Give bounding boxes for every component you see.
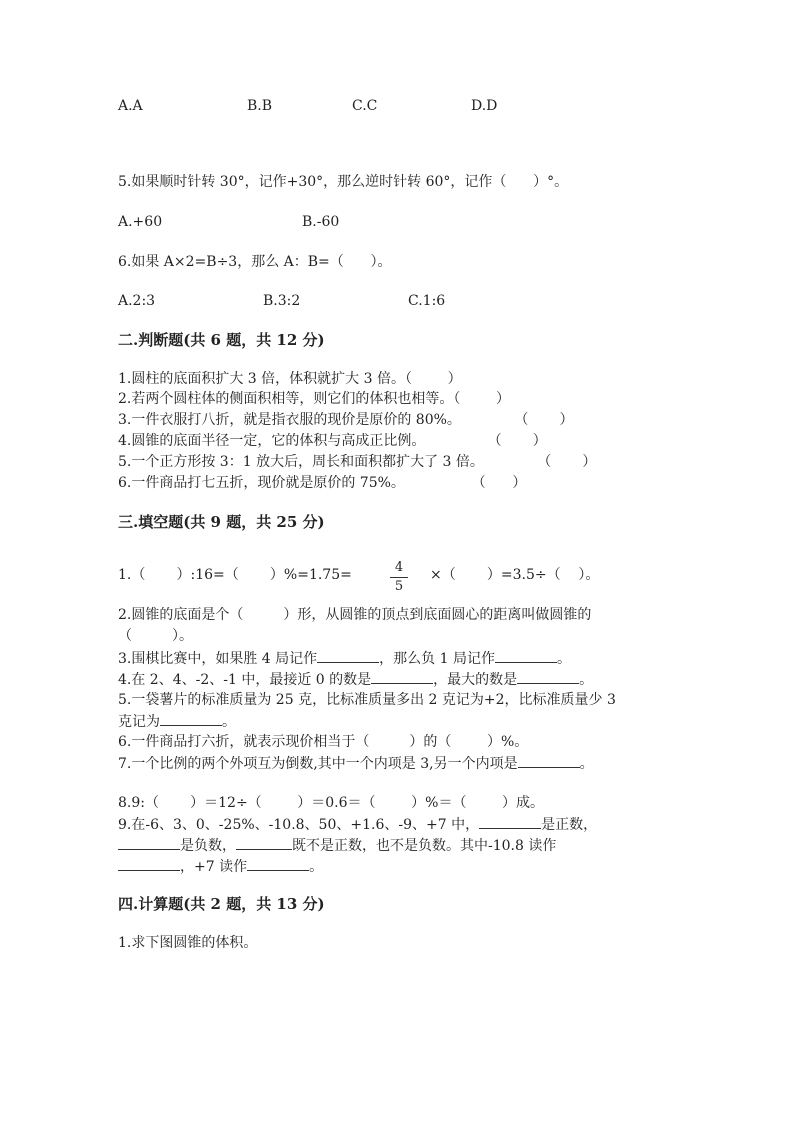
section2-heading: 二.判断题(共 6 题，共 12 分) bbox=[118, 331, 325, 349]
fill-q9-text-c: 是负数， bbox=[180, 838, 236, 854]
judge-item-4: 4.圆锥的底面半径一定，它的体积与高成正比例。 （ ） bbox=[118, 433, 547, 449]
fill-q5-line2 bbox=[118, 711, 236, 732]
fill-q2-line2: （ ）。 bbox=[118, 628, 194, 644]
fill-q4-text-a: 4.在 2、4、-2、-1 中，最接近 0 的数是 bbox=[118, 672, 372, 688]
fill-q7-text-b: 。 bbox=[579, 756, 594, 772]
fraction-bar bbox=[390, 577, 408, 578]
fill-q9-text-b: 是正数， bbox=[541, 817, 598, 833]
fill-q8: 8.9:（ ）＝12÷（ ）＝0.6＝（ ）%＝（ ）成。 bbox=[118, 795, 545, 811]
fill-q5-line1: 5.一袋薯片的标准质量为 25 克，比标准质量多出 2 克记为+2，比标准质量少 3 bbox=[118, 692, 616, 708]
answer-blank[interactable] bbox=[118, 856, 180, 871]
q4-option-d: D.D bbox=[471, 98, 498, 114]
judge-item-1: 1.圆柱的底面积扩大 3 倍，体积就扩大 3 倍。（ ） bbox=[118, 371, 462, 387]
q5-option-b: B.-60 bbox=[302, 214, 340, 230]
fraction-denominator: 5 bbox=[394, 579, 404, 594]
q5-option-a: A.+60 bbox=[118, 214, 163, 230]
answer-blank[interactable] bbox=[247, 856, 309, 871]
answer-blank[interactable] bbox=[495, 648, 557, 663]
calc-q1: 1.求下图圆锥的体积。 bbox=[118, 935, 258, 951]
answer-blank[interactable] bbox=[479, 814, 541, 829]
judge-item-3: 3.一件衣服打八折，就是指衣服的现价是原价的 80%。 （ ） bbox=[118, 412, 574, 428]
fill-q3 bbox=[118, 648, 571, 669]
answer-blank[interactable] bbox=[371, 669, 433, 684]
fill-q4 bbox=[118, 669, 593, 690]
answer-blank[interactable] bbox=[236, 835, 292, 850]
judge-item-6: 6.一件商品打七五折，现价就是原价的 75%。 （ ） bbox=[118, 475, 527, 491]
fill-q4-text-c: 。 bbox=[579, 672, 594, 688]
q4-option-c: C.C bbox=[352, 98, 378, 114]
fill-q6: 6.一件商品打六折，就表示现价相当于（ ）的（ ）%。 bbox=[118, 734, 529, 750]
fill-q9-text-f: 。 bbox=[309, 859, 324, 875]
fill-q9-text-d: 既不是正数，也不是负数。其中-10.8 读作 bbox=[292, 838, 557, 854]
judge-item-2: 2.若两个圆柱体的侧面积相等，则它们的体积也相等。（ ） bbox=[118, 391, 510, 407]
answer-blank[interactable] bbox=[118, 835, 180, 850]
fraction-numerator: 4 bbox=[394, 560, 404, 575]
answer-blank[interactable] bbox=[518, 753, 580, 768]
fill-q2-line1: 2.圆锥的底面是个（ ）形，从圆锥的顶点到底面圆心的距离叫做圆锥的 bbox=[118, 607, 592, 623]
fill-q1-right: ×（ ）=3.5÷（ ）。 bbox=[430, 567, 600, 583]
fill-q3-text-c: 。 bbox=[556, 651, 571, 667]
fill-q9-line3 bbox=[118, 856, 323, 877]
fill-q5-text-b: 。 bbox=[222, 714, 236, 730]
fraction-four-fifths bbox=[390, 560, 408, 595]
fill-q3-text-a: 3.围棋比赛中，如果胜 4 局记作 bbox=[118, 651, 318, 667]
q4-option-b: B.B bbox=[247, 98, 273, 114]
answer-blank[interactable] bbox=[517, 669, 579, 684]
fill-q7-text-a: 7.一个比例的两个外项互为倒数,其中一个内项是 3,另一个内项是 bbox=[118, 756, 518, 772]
section4-heading: 四.计算题(共 2 题，共 13 分) bbox=[118, 895, 325, 913]
judge-item-5: 5.一个正方形按 3：1 放大后，周长和面积都扩大了 3 倍。 （ ） bbox=[118, 454, 597, 470]
fill-q4-text-b: ，最大的数是 bbox=[433, 672, 518, 688]
q5-stem: 5.如果顺时针转 30°，记作+30°，那么逆时针转 60°，记作（ ）°。 bbox=[118, 174, 569, 190]
fill-q1-left: 1.（ ）:16=（ ）%=1.75= bbox=[118, 567, 352, 583]
q6-option-a: A.2:3 bbox=[118, 293, 156, 309]
answer-blank[interactable] bbox=[317, 648, 379, 663]
q6-stem: 6.如果 A×2=B÷3，那么 A：B=（ ）。 bbox=[118, 254, 392, 270]
q6-option-b: B.3:2 bbox=[263, 293, 301, 309]
answer-blank[interactable] bbox=[160, 711, 222, 726]
q4-option-a: A.A bbox=[118, 98, 143, 114]
q6-option-c: C.1:6 bbox=[408, 293, 446, 309]
fill-q9-text-e: ，+7 读作 bbox=[180, 859, 248, 875]
fill-q9-text-a: 9.在-6、3、0、-25%、-10.8、50、+1.6、-9、+7 中， bbox=[118, 817, 480, 833]
fill-q3-text-b: ，那么负 1 局记作 bbox=[379, 651, 495, 667]
section3-heading: 三.填空题(共 9 题，共 25 分) bbox=[118, 513, 325, 531]
fill-q9-line2 bbox=[118, 835, 556, 856]
fill-q7 bbox=[118, 753, 594, 774]
fill-q5-text-a: 克记为 bbox=[118, 714, 160, 730]
fill-q9-line1 bbox=[118, 814, 597, 835]
